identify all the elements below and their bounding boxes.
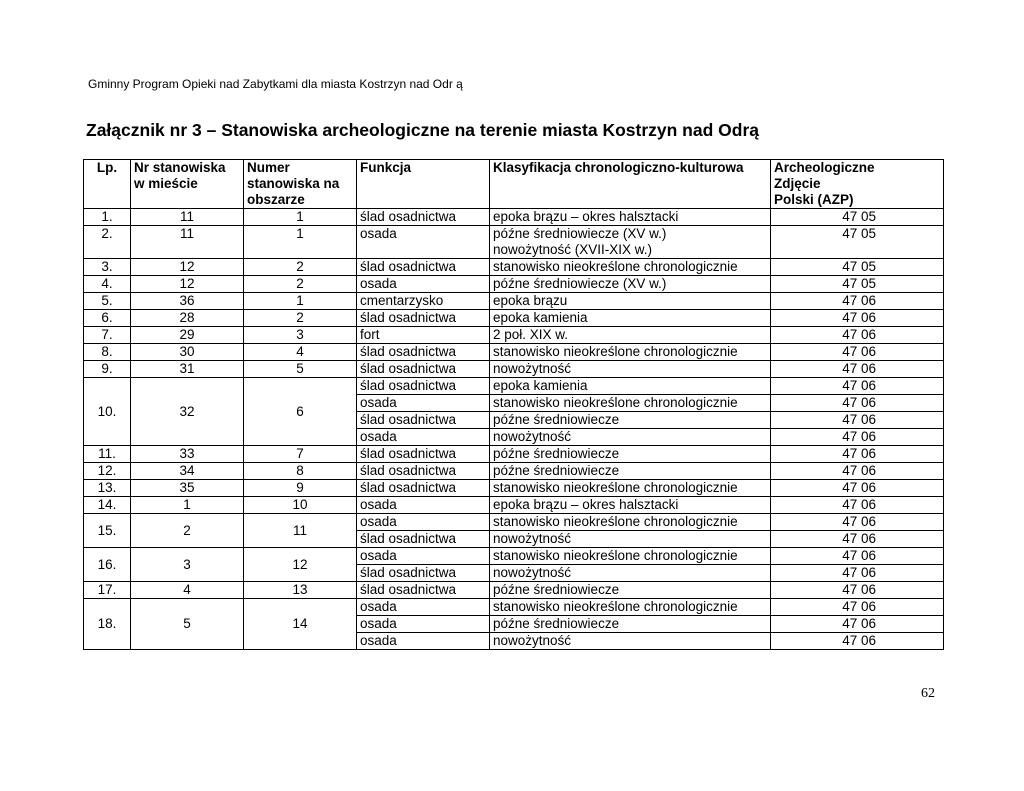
cell-azp: 47 06: [771, 582, 944, 599]
cell-site-number-area: 3: [244, 327, 357, 344]
cell-function: ślad osadnictwa: [357, 209, 490, 226]
cell-site-number-town: 1: [131, 497, 244, 514]
cell-classification: późne średniowiecze: [490, 463, 771, 480]
cell-site-number-area: 8: [244, 463, 357, 480]
header-classification: Klasyfikacja chronologiczno-kulturowa: [490, 160, 771, 209]
cell-classification: późne średniowiecze (XV w.): [490, 276, 771, 293]
cell-site-number-town: 3: [131, 548, 244, 582]
cell-function: osada: [357, 497, 490, 514]
cell-function: ślad osadnictwa: [357, 344, 490, 361]
cell-function: fort: [357, 327, 490, 344]
cell-classification: późne średniowiecze: [490, 446, 771, 463]
cell-classification: późne średniowiecze: [490, 616, 771, 633]
cell-lp: 5.: [84, 293, 131, 310]
cell-classification: późne średniowiecze: [490, 582, 771, 599]
cell-lp: 11.: [84, 446, 131, 463]
cell-site-number-area: 9: [244, 480, 357, 497]
table-row: [84, 293, 944, 310]
table-row: [84, 276, 944, 293]
cell-lp: 4.: [84, 276, 131, 293]
cell-azp: 47 06: [771, 463, 944, 480]
table-row: [84, 582, 944, 599]
table-row: [84, 344, 944, 361]
header-site-number-area: Numer stanowiska na obszarze: [244, 160, 357, 209]
cell-classification: stanowisko nieokreślone chronologicznie: [490, 599, 771, 616]
cell-classification: epoka brązu – okres halsztacki: [490, 209, 771, 226]
cell-site-number-area: 12: [244, 548, 357, 582]
cell-classification: stanowisko nieokreślone chronologicznie: [490, 259, 771, 276]
cell-classification: nowożytność: [490, 361, 771, 378]
cell-function: ślad osadnictwa: [357, 480, 490, 497]
table-row: [84, 480, 944, 497]
cell-site-number-town: 11: [131, 226, 244, 259]
cell-azp: 47 05: [771, 276, 944, 293]
cell-site-number-area: 2: [244, 310, 357, 327]
cell-site-number-town: 4: [131, 582, 244, 599]
cell-classification: stanowisko nieokreślone chronologicznie: [490, 344, 771, 361]
cell-classification: nowożytność: [490, 429, 771, 446]
cell-azp: 47 06: [771, 327, 944, 344]
cell-azp: 47 06: [771, 395, 944, 412]
cell-azp: 47 06: [771, 344, 944, 361]
document-title: Załącznik nr 3 – Stanowiska archeologiczne na terenie miasta Kostrzyn nad Odrą: [86, 120, 759, 140]
cell-lp: 8.: [84, 344, 131, 361]
cell-site-number-town: 30: [131, 344, 244, 361]
cell-azp: 47 06: [771, 565, 944, 582]
cell-site-number-area: 5: [244, 361, 357, 378]
cell-site-number-town: 2: [131, 514, 244, 548]
cell-function: osada: [357, 395, 490, 412]
cell-function: ślad osadnictwa: [357, 463, 490, 480]
table-row: [84, 378, 944, 395]
cell-azp: 47 05: [771, 259, 944, 276]
cell-lp: 2.: [84, 226, 131, 259]
cell-lp: 18.: [84, 599, 131, 650]
cell-azp: 47 06: [771, 412, 944, 429]
cell-classification: epoka kamienia: [490, 378, 771, 395]
cell-classification: stanowisko nieokreślone chronologicznie: [490, 514, 771, 531]
cell-function: osada: [357, 514, 490, 531]
cell-site-number-area: 10: [244, 497, 357, 514]
cell-function: osada: [357, 616, 490, 633]
cell-classification: nowożytność: [490, 633, 771, 650]
cell-lp: 1.: [84, 209, 131, 226]
cell-site-number-area: 1: [244, 226, 357, 259]
cell-azp: 47 06: [771, 497, 944, 514]
table-row: [84, 259, 944, 276]
table-header-row: [84, 160, 944, 209]
cell-lp: 17.: [84, 582, 131, 599]
cell-function: ślad osadnictwa: [357, 310, 490, 327]
cell-site-number-area: 14: [244, 599, 357, 650]
cell-site-number-town: 35: [131, 480, 244, 497]
cell-azp: 47 06: [771, 378, 944, 395]
cell-azp: 47 06: [771, 429, 944, 446]
cell-classification: stanowisko nieokreślone chronologicznie: [490, 480, 771, 497]
cell-function: cmentarzysko: [357, 293, 490, 310]
cell-site-number-area: 11: [244, 514, 357, 548]
cell-azp: 47 06: [771, 633, 944, 650]
cell-site-number-area: 4: [244, 344, 357, 361]
cell-site-number-town: 32: [131, 378, 244, 446]
cell-azp: 47 06: [771, 293, 944, 310]
cell-lp: 9.: [84, 361, 131, 378]
archaeological-sites-table: [83, 159, 944, 650]
cell-classification: epoka kamienia: [490, 310, 771, 327]
cell-azp: 47 06: [771, 616, 944, 633]
cell-classification: epoka brązu – okres halsztacki: [490, 497, 771, 514]
cell-site-number-town: 31: [131, 361, 244, 378]
page-number: 62: [921, 686, 935, 701]
cell-site-number-town: 12: [131, 259, 244, 276]
cell-classification: późne średniowiecze: [490, 412, 771, 429]
table-row: [84, 361, 944, 378]
cell-lp: 7.: [84, 327, 131, 344]
cell-classification: nowożytność: [490, 531, 771, 548]
cell-function: ślad osadnictwa: [357, 565, 490, 582]
cell-site-number-area: 2: [244, 276, 357, 293]
cell-function: osada: [357, 226, 490, 259]
cell-azp: 47 06: [771, 480, 944, 497]
cell-lp: 10.: [84, 378, 131, 446]
cell-azp: 47 06: [771, 361, 944, 378]
table-body: [84, 209, 944, 650]
cell-classification: [490, 226, 771, 259]
classification-line: późne średniowiecze (XV w.): [493, 226, 667, 241]
cell-function: ślad osadnictwa: [357, 361, 490, 378]
table-row: [84, 209, 944, 226]
cell-azp: 47 06: [771, 599, 944, 616]
cell-function: osada: [357, 633, 490, 650]
cell-lp: 16.: [84, 548, 131, 582]
cell-function: osada: [357, 276, 490, 293]
cell-site-number-area: 7: [244, 446, 357, 463]
cell-lp: 12.: [84, 463, 131, 480]
table-row: [84, 327, 944, 344]
cell-classification: stanowisko nieokreślone chronologicznie: [490, 395, 771, 412]
cell-site-number-town: 29: [131, 327, 244, 344]
cell-azp: 47 06: [771, 548, 944, 565]
cell-function: osada: [357, 429, 490, 446]
cell-classification: nowożytność: [490, 565, 771, 582]
table-header: [84, 160, 944, 209]
header-lp: Lp.: [84, 160, 131, 209]
cell-site-number-town: 12: [131, 276, 244, 293]
cell-classification: stanowisko nieokreślone chronologicznie: [490, 548, 771, 565]
table-row: [84, 226, 944, 259]
cell-lp: 6.: [84, 310, 131, 327]
header-site-number-town: Nr stanowiska w mieście: [131, 160, 244, 209]
cell-lp: 3.: [84, 259, 131, 276]
cell-site-number-area: 2: [244, 259, 357, 276]
cell-function: ślad osadnictwa: [357, 582, 490, 599]
cell-site-number-town: 33: [131, 446, 244, 463]
table-row: [84, 514, 944, 531]
header-azp: Archeologiczne Zdjęcie Polski (AZP): [771, 160, 944, 209]
header-function: Funkcja: [357, 160, 490, 209]
cell-azp: 47 06: [771, 514, 944, 531]
cell-function: osada: [357, 548, 490, 565]
cell-classification: 2 poł. XIX w.: [490, 327, 771, 344]
table-row: [84, 599, 944, 616]
cell-site-number-town: 36: [131, 293, 244, 310]
cell-site-number-area: 13: [244, 582, 357, 599]
cell-function: ślad osadnictwa: [357, 446, 490, 463]
cell-azp: 47 05: [771, 209, 944, 226]
cell-site-number-area: 1: [244, 209, 357, 226]
cell-function: ślad osadnictwa: [357, 259, 490, 276]
cell-site-number-town: 34: [131, 463, 244, 480]
cell-site-number-area: 6: [244, 378, 357, 446]
running-header: Gminny Program Opieki nad Zabytkami dla miasta Kostrzyn nad Odr ą: [88, 77, 463, 91]
cell-function: ślad osadnictwa: [357, 531, 490, 548]
cell-site-number-town: 28: [131, 310, 244, 327]
cell-azp: 47 06: [771, 310, 944, 327]
cell-classification: epoka brązu: [490, 293, 771, 310]
classification-line: nowożytność (XVII-XIX w.): [493, 242, 653, 257]
cell-lp: 13.: [84, 480, 131, 497]
table-row: [84, 310, 944, 327]
table-row: [84, 497, 944, 514]
cell-site-number-town: 5: [131, 599, 244, 650]
cell-lp: 14.: [84, 497, 131, 514]
cell-site-number-town: 11: [131, 209, 244, 226]
cell-azp: 47 05: [771, 226, 944, 259]
cell-function: osada: [357, 599, 490, 616]
cell-function: ślad osadnictwa: [357, 412, 490, 429]
cell-site-number-area: 1: [244, 293, 357, 310]
table-row: [84, 548, 944, 565]
cell-azp: 47 06: [771, 446, 944, 463]
cell-lp: 15.: [84, 514, 131, 548]
cell-azp: 47 06: [771, 531, 944, 548]
table-row: [84, 446, 944, 463]
table-row: [84, 463, 944, 480]
cell-function: ślad osadnictwa: [357, 378, 490, 395]
